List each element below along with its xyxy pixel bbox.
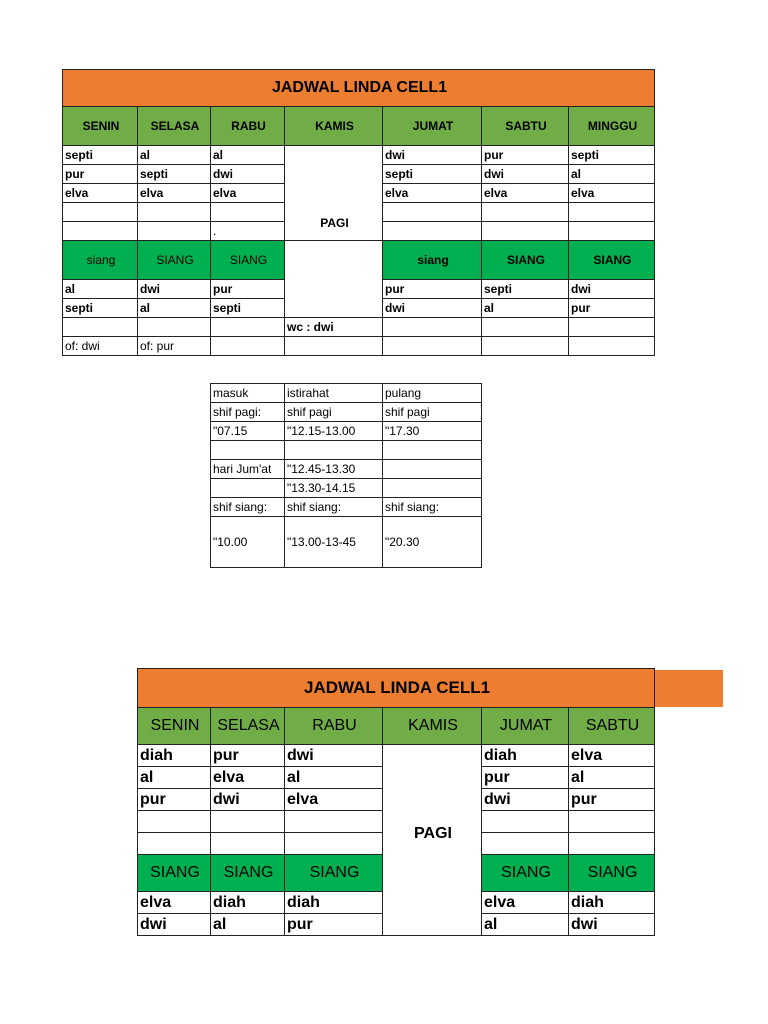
- cell: pur: [569, 789, 655, 811]
- cell: septi: [482, 280, 569, 299]
- cell: elva: [383, 184, 482, 203]
- title-overflow-fill: [653, 670, 723, 707]
- day-header-selasa: SELASA: [211, 708, 285, 745]
- cell: septi: [383, 165, 482, 184]
- off-cell: of: pur: [138, 337, 211, 356]
- cell: [383, 337, 482, 356]
- cell: "10.00: [211, 517, 285, 568]
- cell: [482, 337, 569, 356]
- hours-table: [210, 383, 482, 568]
- siang-label: SIANG: [285, 855, 383, 892]
- cell: pur: [211, 280, 285, 299]
- cell: [138, 203, 211, 222]
- siang-label: SIANG: [138, 241, 211, 280]
- cell: [138, 833, 211, 855]
- cell: [383, 441, 482, 460]
- siang-label: SIANG: [138, 855, 211, 892]
- cell: "13.00-13-45: [285, 517, 383, 568]
- cell: elva: [211, 184, 285, 203]
- cell: pur: [383, 280, 482, 299]
- cell: "12.15-13.00: [285, 422, 383, 441]
- cell: [569, 811, 655, 833]
- cell: [211, 833, 285, 855]
- cell: [569, 318, 655, 337]
- cell: pur: [285, 914, 383, 936]
- cell: dwi: [138, 280, 211, 299]
- cell: [482, 203, 569, 222]
- cell: [569, 833, 655, 855]
- day-header-minggu: MINGGU: [569, 107, 655, 146]
- cell: al: [211, 914, 285, 936]
- cell: shif siang:: [383, 498, 482, 517]
- cell: dwi: [211, 789, 285, 811]
- cell: dwi: [285, 745, 383, 767]
- cell: dwi: [569, 280, 655, 299]
- cell: al: [138, 146, 211, 165]
- cell: [285, 833, 383, 855]
- cell: diah: [569, 892, 655, 914]
- day-header-kamis: KAMIS: [285, 107, 383, 146]
- cell: [482, 811, 569, 833]
- cell: septi: [211, 299, 285, 318]
- day-header-senin: SENIN: [138, 708, 211, 745]
- kamis-pagi-label: PAGI: [383, 745, 482, 936]
- wc-label: wc : dwi: [285, 318, 383, 337]
- day-header-sabtu: SABTU: [482, 107, 569, 146]
- cell: elva: [285, 789, 383, 811]
- schedule-table-2: [137, 668, 655, 936]
- cell: shif siang:: [211, 498, 285, 517]
- cell: [211, 203, 285, 222]
- day-header-jumat: JUMAT: [482, 708, 569, 745]
- cell: [383, 460, 482, 479]
- day-header-senin: SENIN: [63, 107, 138, 146]
- cell: [482, 833, 569, 855]
- cell: hari Jum'at: [211, 460, 285, 479]
- kamis-blank: [285, 241, 383, 299]
- cell: al: [569, 767, 655, 789]
- cell: pur: [211, 745, 285, 767]
- cell: [383, 479, 482, 498]
- cell: shif pagi: [383, 403, 482, 422]
- cell: dwi: [569, 914, 655, 936]
- schedule-table-1: [62, 69, 655, 356]
- cell: dwi: [482, 165, 569, 184]
- cell: elva: [482, 892, 569, 914]
- cell: [211, 318, 285, 337]
- cell: "13.30-14.15: [285, 479, 383, 498]
- cell: [211, 337, 285, 356]
- cell: shif pagi: [285, 403, 383, 422]
- cell: pur: [482, 146, 569, 165]
- cell: "12.45-13.30: [285, 460, 383, 479]
- day-header-rabu: RABU: [285, 708, 383, 745]
- cell: al: [285, 767, 383, 789]
- cell: pur: [138, 789, 211, 811]
- cell: [285, 811, 383, 833]
- cell: [138, 318, 211, 337]
- siang-label: SIANG: [482, 241, 569, 280]
- siang-label: SIANG: [482, 855, 569, 892]
- cell: "20.30: [383, 517, 482, 568]
- cell: .: [211, 222, 285, 241]
- cell: [285, 337, 383, 356]
- cell: [211, 811, 285, 833]
- cell: [63, 222, 138, 241]
- cell: al: [138, 299, 211, 318]
- cell: [63, 203, 138, 222]
- cell: [211, 479, 285, 498]
- cell: [569, 222, 655, 241]
- siang-label: siang: [383, 241, 482, 280]
- cell: [482, 318, 569, 337]
- kamis-pagi-label: PAGI: [285, 146, 383, 241]
- cell: dwi: [138, 914, 211, 936]
- cell: [383, 222, 482, 241]
- cell: "07.15: [211, 422, 285, 441]
- cell: al: [138, 767, 211, 789]
- cell: pulang: [383, 384, 482, 403]
- cell: al: [482, 914, 569, 936]
- cell: [383, 318, 482, 337]
- cell: dwi: [211, 165, 285, 184]
- cell: elva: [138, 184, 211, 203]
- cell: al: [482, 299, 569, 318]
- schedule-2-title: JADWAL LINDA CELL1: [138, 669, 655, 708]
- siang-label: SIANG: [569, 855, 655, 892]
- cell: "17.30: [383, 422, 482, 441]
- cell: [383, 203, 482, 222]
- cell: elva: [63, 184, 138, 203]
- off-cell: of: dwi: [63, 337, 138, 356]
- cell: [211, 441, 285, 460]
- cell: elva: [569, 745, 655, 767]
- cell: [138, 222, 211, 241]
- siang-label: siang: [63, 241, 138, 280]
- cell: septi: [138, 165, 211, 184]
- kamis-blank: [285, 299, 383, 318]
- cell: elva: [482, 184, 569, 203]
- day-header-sabtu: SABTU: [569, 708, 655, 745]
- cell: dwi: [383, 146, 482, 165]
- cell: elva: [569, 184, 655, 203]
- cell: diah: [285, 892, 383, 914]
- cell: [285, 441, 383, 460]
- cell: [569, 337, 655, 356]
- cell: al: [63, 280, 138, 299]
- cell: septi: [63, 299, 138, 318]
- cell: [138, 811, 211, 833]
- siang-label: SIANG: [569, 241, 655, 280]
- siang-label: SIANG: [211, 855, 285, 892]
- cell: shif pagi:: [211, 403, 285, 422]
- cell: masuk: [211, 384, 285, 403]
- cell: al: [569, 165, 655, 184]
- schedule-1-title: JADWAL LINDA CELL1: [63, 70, 655, 107]
- cell: pur: [482, 767, 569, 789]
- cell: dwi: [482, 789, 569, 811]
- day-header-selasa: SELASA: [138, 107, 211, 146]
- cell: septi: [569, 146, 655, 165]
- day-header-rabu: RABU: [211, 107, 285, 146]
- cell: shif siang:: [285, 498, 383, 517]
- cell: elva: [138, 892, 211, 914]
- cell: pur: [63, 165, 138, 184]
- cell: pur: [569, 299, 655, 318]
- cell: elva: [211, 767, 285, 789]
- cell: diah: [138, 745, 211, 767]
- cell: al: [211, 146, 285, 165]
- cell: diah: [211, 892, 285, 914]
- cell: [569, 203, 655, 222]
- day-header-kamis: KAMIS: [383, 708, 482, 745]
- cell: [482, 222, 569, 241]
- siang-label: SIANG: [211, 241, 285, 280]
- cell: [63, 318, 138, 337]
- cell: septi: [63, 146, 138, 165]
- cell: istirahat: [285, 384, 383, 403]
- cell: dwi: [383, 299, 482, 318]
- day-header-jumat: JUMAT: [383, 107, 482, 146]
- cell: diah: [482, 745, 569, 767]
